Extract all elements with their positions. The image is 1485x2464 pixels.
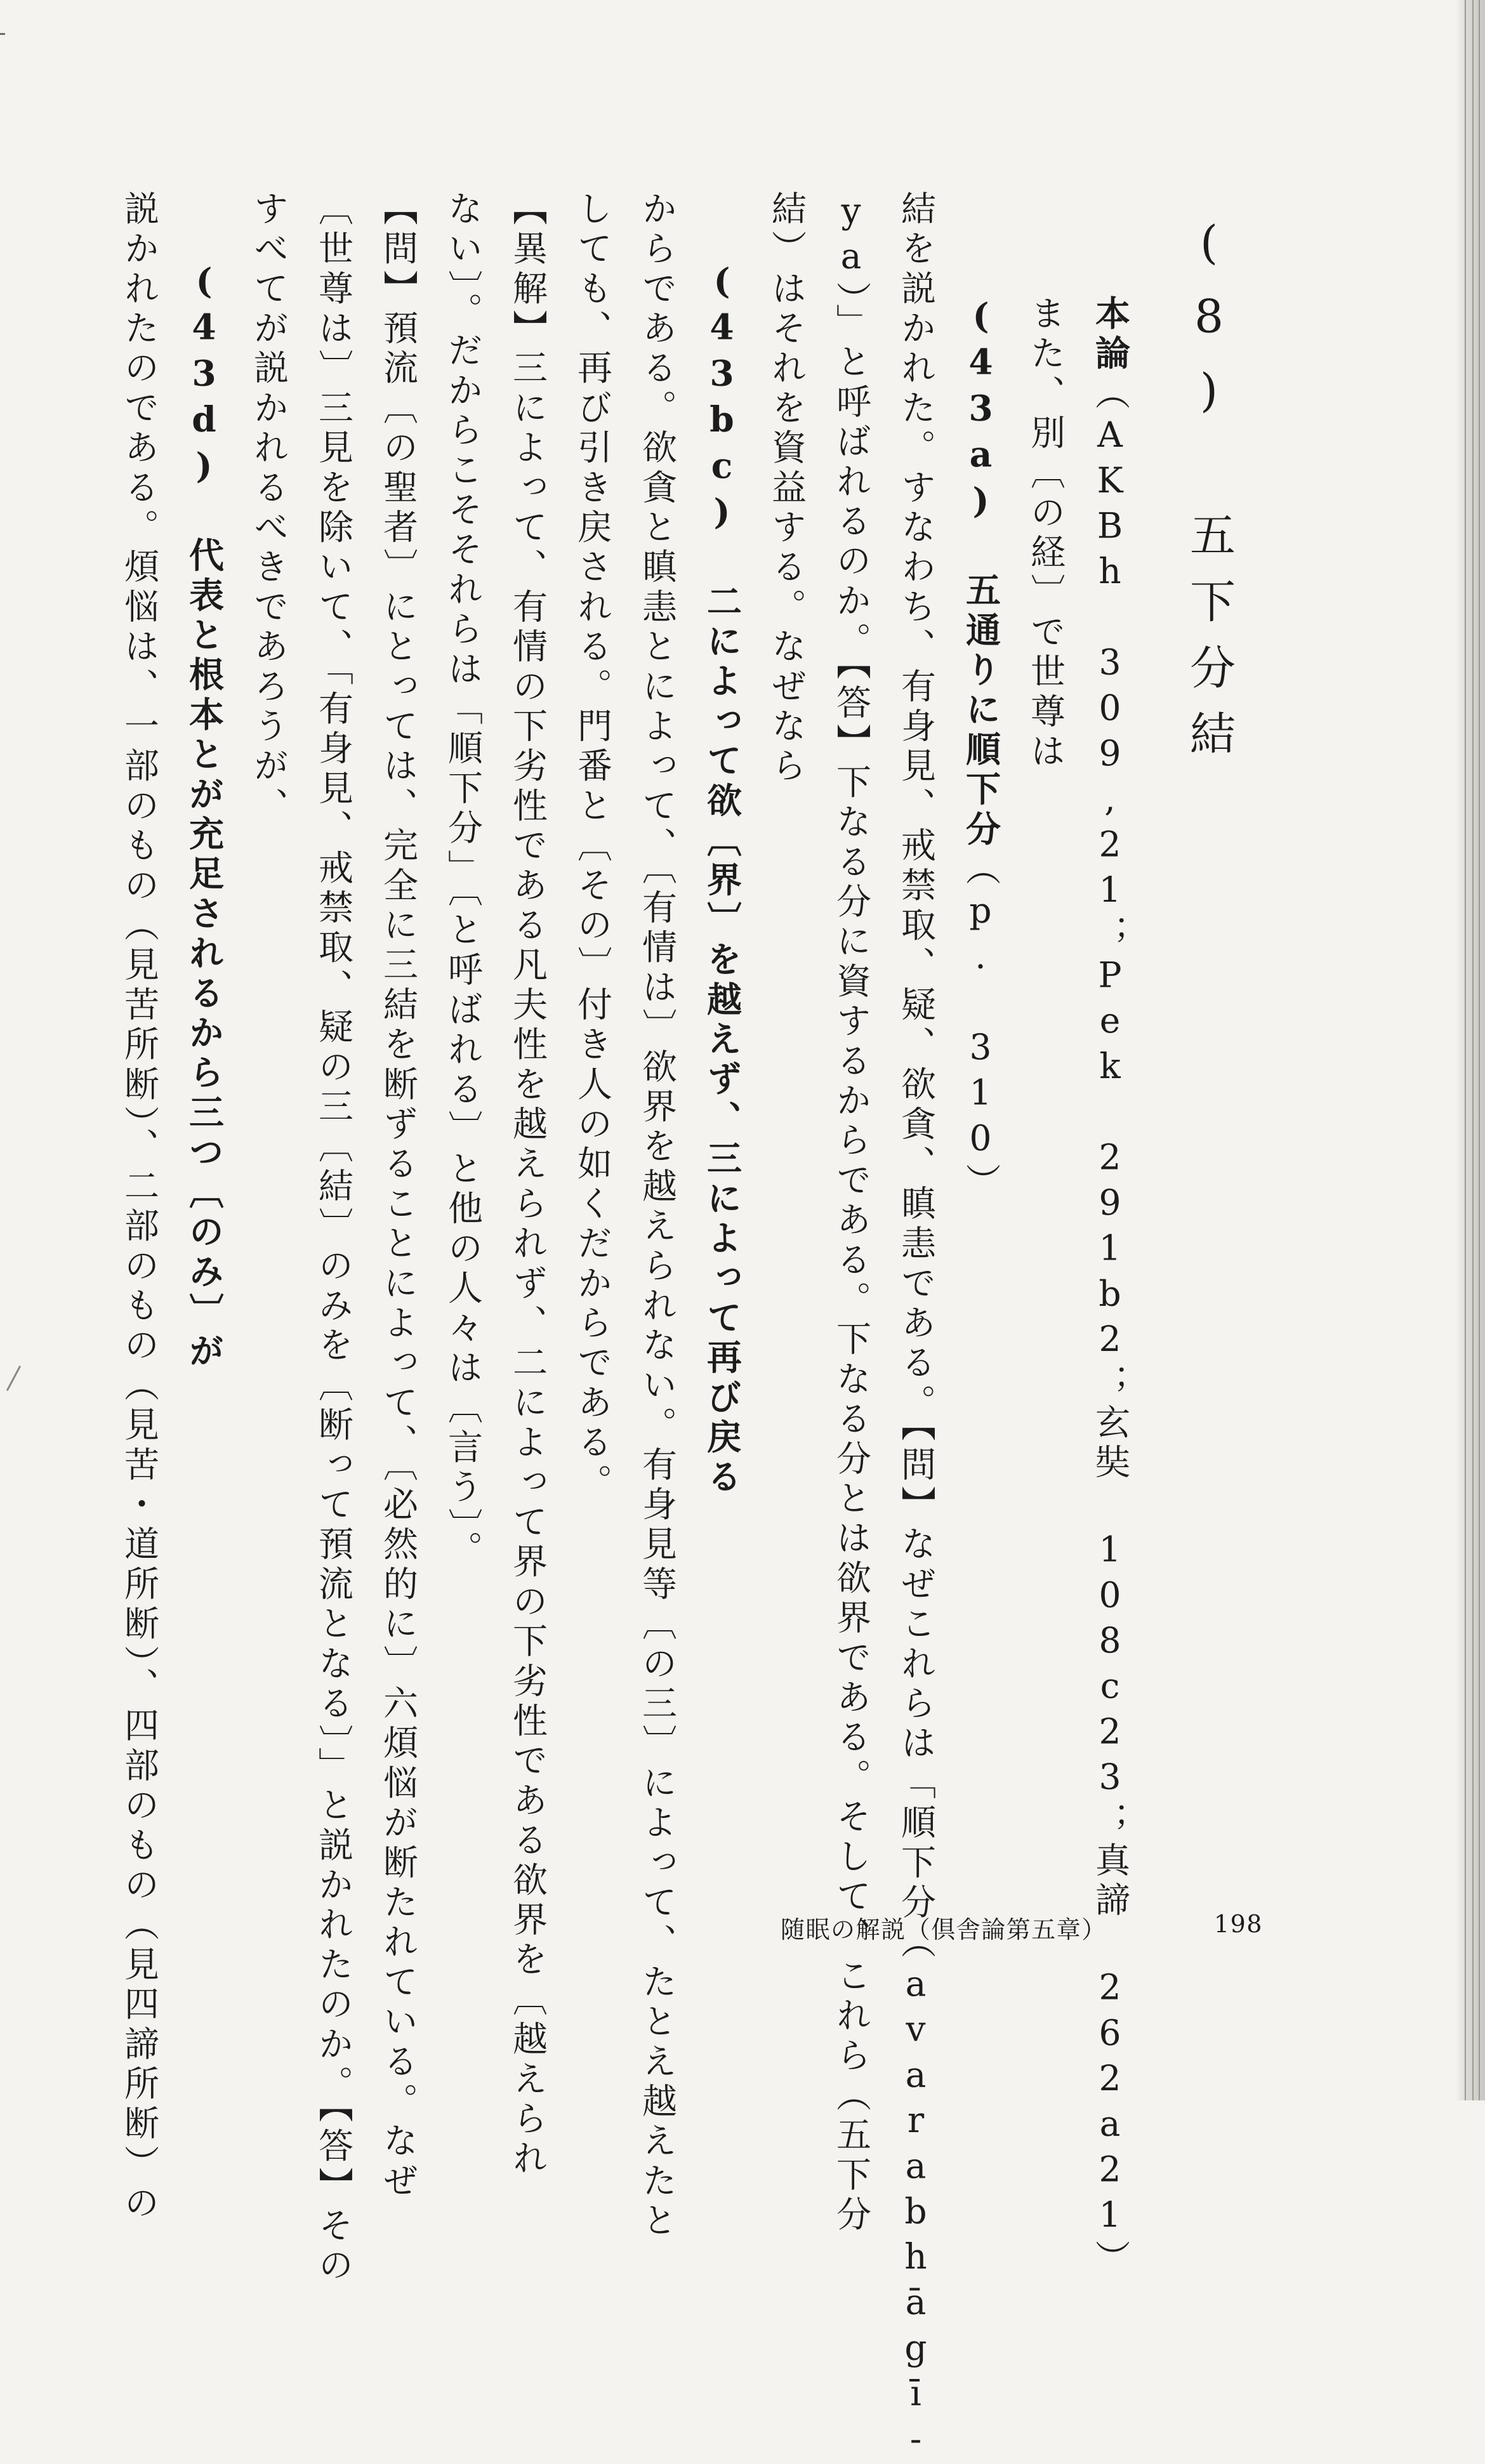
paragraph-1-line-3: 結）はそれを資益する。なぜなら — [766, 190, 807, 787]
page-footer — [781, 1910, 1263, 1945]
running-title: 随眠の解説（倶舎論第五章） — [781, 1916, 1107, 1944]
verse-43a-label: (43a) 五通りに順下分 — [960, 295, 1001, 851]
intro-line: また、別〔の経〕で世尊は — [1025, 295, 1066, 773]
verse-43a-page: （p. 310） — [960, 850, 1001, 1203]
page-number: 198 — [1213, 1910, 1263, 1938]
paragraph-3-line-2: ない〕。だからこそそれらは「順下分」〔と呼ばれる〕と他の人々は〔言う〕。 — [442, 190, 483, 1571]
verse-43d: (43d) 代表と根本とが充足されるから三つ〔のみ〕が — [183, 260, 225, 1373]
page-edge-line — [1479, 0, 1480, 2100]
page-edge-line — [1465, 0, 1466, 2100]
paragraph-4-line-3: すべてが説かれるべきであろうが、 — [248, 190, 289, 827]
citation-line — [1078, 190, 1142, 2280]
section-title: 五下分結 — [1182, 511, 1236, 777]
verse-43a — [948, 190, 1013, 1878]
paragraph-5-line-1: 説かれたのである。煩悩は、一部のもの（見苦所断）、二部のもの（見苦・道所断）、四部のもの（見四諦所断）の — [119, 190, 159, 2225]
verse-43bc: (43bc) 二によって欲〔界〕を越えず、三によって再び戻る — [701, 260, 742, 1498]
paragraph-1-line-2: ya）」と呼ばれるのか。【答】下なる分に資するからである。下なる分とは欲界である。そして、これら（五下分 — [831, 190, 871, 2236]
paragraph-2-line-1: からである。欲貪と瞋恚とによって、〔有情は〕欲界を越えられない。有身見等〔の三〕によって、たとえ越えたと — [637, 190, 677, 2242]
page-edge-line — [1472, 0, 1474, 2100]
section-heading — [1161, 216, 1257, 1878]
section-number: (8) — [1182, 216, 1236, 438]
paragraph-3-line-1: 【異解】三によって、有情の下劣性である凡夫性を越えられず、二によって界の下劣性である欲界を〔越えられ — [507, 190, 548, 2180]
citation-text: （AKBh 309,21；Pek 291b2；玄奘 108c23；真諦 262a21） — [1090, 374, 1130, 2280]
paragraph-4-line-2: 〔世尊は〕三見を除いて、「有身見、戒禁取、疑の三〔結〕のみを〔断って預流となる〕」と説かれたのか。【答】その — [313, 190, 353, 2287]
paragraph-4-line-1: 【問】預流〔の聖者〕にとっては、完全に三結を断ずることによって、〔必然的に〕六煩悩が断たれている。なぜ — [378, 190, 418, 2203]
paragraph-2-line-2: しても、再び引き戻される。門番と〔その〕付き人の如くだからである。 — [572, 190, 612, 1504]
page-edge-shadow — [1456, 0, 1485, 2100]
scan-mark — [0, 33, 5, 35]
citation-label: 本論 — [1090, 295, 1131, 375]
scan-mark — [6, 1366, 21, 1391]
paragraph-1-line-1: 結を説かれた。すなわち、有身見、戒禁取、疑、欲貪、瞋恚である。【問】なぜこれらは「順下分（avarabhāgī- — [895, 190, 936, 2464]
